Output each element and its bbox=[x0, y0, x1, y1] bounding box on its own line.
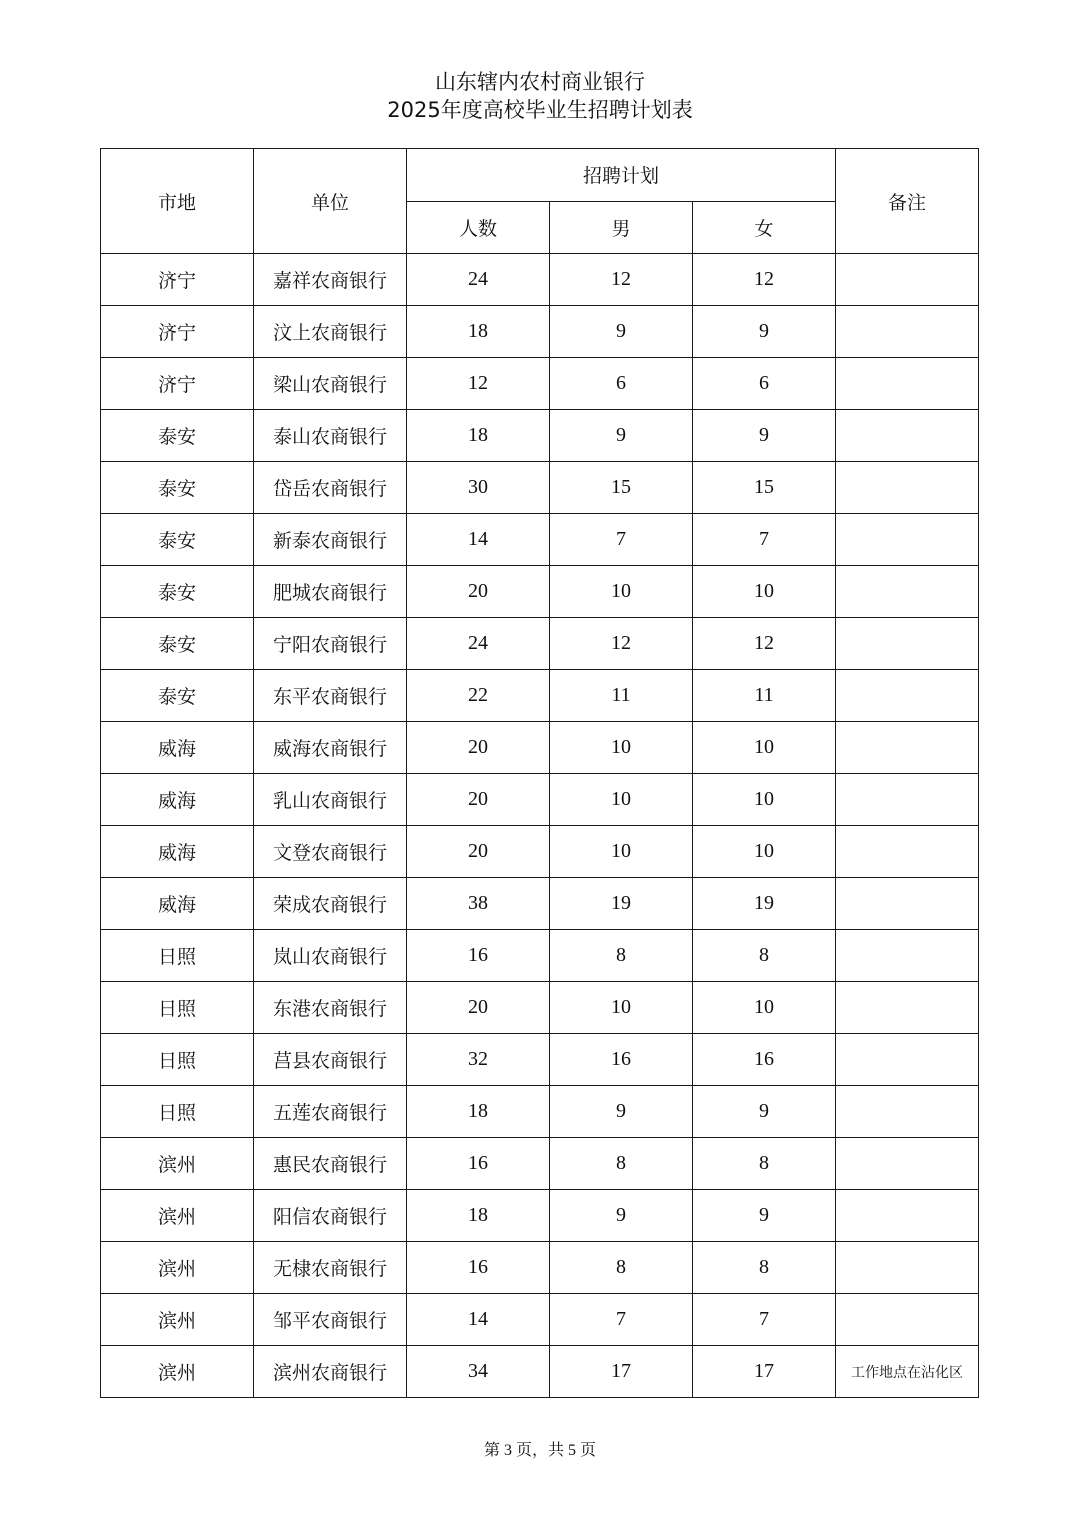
cell-male: 17 bbox=[550, 1346, 693, 1398]
cell-city: 泰安 bbox=[101, 670, 254, 722]
cell-city: 泰安 bbox=[101, 514, 254, 566]
cell-unit: 岚山农商银行 bbox=[254, 930, 407, 982]
cell-total: 18 bbox=[407, 1086, 550, 1138]
cell-unit: 嘉祥农商银行 bbox=[254, 254, 407, 306]
cell-female: 8 bbox=[693, 930, 836, 982]
cell-male: 10 bbox=[550, 566, 693, 618]
cell-note bbox=[836, 618, 979, 670]
cell-city: 滨州 bbox=[101, 1138, 254, 1190]
table-row bbox=[101, 774, 979, 826]
cell-city: 泰安 bbox=[101, 410, 254, 462]
cell-female: 19 bbox=[693, 878, 836, 930]
cell-female: 12 bbox=[693, 618, 836, 670]
cell-total: 18 bbox=[407, 1190, 550, 1242]
cell-female: 10 bbox=[693, 826, 836, 878]
cell-note: 工作地点在沾化区 bbox=[836, 1346, 979, 1398]
cell-city: 威海 bbox=[101, 878, 254, 930]
cell-city: 威海 bbox=[101, 826, 254, 878]
table-row bbox=[101, 722, 979, 774]
cell-male: 10 bbox=[550, 774, 693, 826]
cell-male: 10 bbox=[550, 826, 693, 878]
cell-total: 20 bbox=[407, 722, 550, 774]
cell-female: 8 bbox=[693, 1242, 836, 1294]
cell-male: 19 bbox=[550, 878, 693, 930]
cell-unit: 东平农商银行 bbox=[254, 670, 407, 722]
cell-city: 泰安 bbox=[101, 462, 254, 514]
cell-unit: 汶上农商银行 bbox=[254, 306, 407, 358]
table-row bbox=[101, 670, 979, 722]
cell-female: 10 bbox=[693, 722, 836, 774]
cell-unit: 威海农商银行 bbox=[254, 722, 407, 774]
cell-female: 15 bbox=[693, 462, 836, 514]
cell-total: 20 bbox=[407, 774, 550, 826]
cell-male: 6 bbox=[550, 358, 693, 410]
table-row bbox=[101, 930, 979, 982]
cell-note bbox=[836, 1190, 979, 1242]
cell-female: 9 bbox=[693, 306, 836, 358]
cell-note bbox=[836, 358, 979, 410]
document-subtitle: 2025年度高校毕业生招聘计划表 bbox=[387, 98, 693, 122]
cell-male: 9 bbox=[550, 1086, 693, 1138]
table-row bbox=[101, 462, 979, 514]
cell-note bbox=[836, 514, 979, 566]
cell-male: 8 bbox=[550, 1138, 693, 1190]
cell-unit: 梁山农商银行 bbox=[254, 358, 407, 410]
table-row bbox=[101, 254, 979, 306]
cell-unit: 东港农商银行 bbox=[254, 982, 407, 1034]
cell-note bbox=[836, 1034, 979, 1086]
cell-male: 7 bbox=[550, 514, 693, 566]
cell-total: 20 bbox=[407, 566, 550, 618]
table-row bbox=[101, 1294, 979, 1346]
cell-male: 11 bbox=[550, 670, 693, 722]
cell-unit: 肥城农商银行 bbox=[254, 566, 407, 618]
cell-male: 12 bbox=[550, 618, 693, 670]
cell-total: 18 bbox=[407, 410, 550, 462]
cell-male: 10 bbox=[550, 722, 693, 774]
cell-total: 32 bbox=[407, 1034, 550, 1086]
cell-total: 38 bbox=[407, 878, 550, 930]
cell-city: 泰安 bbox=[101, 566, 254, 618]
cell-male: 16 bbox=[550, 1034, 693, 1086]
cell-note bbox=[836, 1086, 979, 1138]
cell-male: 12 bbox=[550, 254, 693, 306]
cell-city: 滨州 bbox=[101, 1346, 254, 1398]
cell-female: 7 bbox=[693, 514, 836, 566]
cell-total: 30 bbox=[407, 462, 550, 514]
cell-male: 9 bbox=[550, 410, 693, 462]
cell-female: 11 bbox=[693, 670, 836, 722]
cell-male: 9 bbox=[550, 1190, 693, 1242]
cell-total: 14 bbox=[407, 514, 550, 566]
cell-note bbox=[836, 1242, 979, 1294]
table-row bbox=[101, 1346, 979, 1398]
table-row bbox=[101, 306, 979, 358]
cell-total: 12 bbox=[407, 358, 550, 410]
cell-note bbox=[836, 410, 979, 462]
table-row bbox=[101, 618, 979, 670]
cell-male: 8 bbox=[550, 1242, 693, 1294]
cell-female: 17 bbox=[693, 1346, 836, 1398]
header-total: 人数 bbox=[407, 201, 550, 254]
cell-unit: 五莲农商银行 bbox=[254, 1086, 407, 1138]
cell-city: 泰安 bbox=[101, 618, 254, 670]
cell-city: 济宁 bbox=[101, 306, 254, 358]
cell-unit: 泰山农商银行 bbox=[254, 410, 407, 462]
page-footer: 第 3 页，共 5 页 bbox=[483, 1442, 596, 1459]
cell-city: 威海 bbox=[101, 774, 254, 826]
cell-total: 34 bbox=[407, 1346, 550, 1398]
cell-male: 15 bbox=[550, 462, 693, 514]
header-female: 女 bbox=[693, 201, 836, 254]
table-row bbox=[101, 982, 979, 1034]
cell-unit: 乳山农商银行 bbox=[254, 774, 407, 826]
table-row bbox=[101, 1190, 979, 1242]
cell-note bbox=[836, 878, 979, 930]
cell-male: 10 bbox=[550, 982, 693, 1034]
cell-total: 22 bbox=[407, 670, 550, 722]
cell-unit: 无棣农商银行 bbox=[254, 1242, 407, 1294]
cell-unit: 文登农商银行 bbox=[254, 826, 407, 878]
cell-city: 滨州 bbox=[101, 1294, 254, 1346]
cell-note bbox=[836, 1138, 979, 1190]
cell-city: 威海 bbox=[101, 722, 254, 774]
cell-unit: 邹平农商银行 bbox=[254, 1294, 407, 1346]
table-body bbox=[101, 254, 979, 1398]
table-row bbox=[101, 514, 979, 566]
cell-total: 16 bbox=[407, 1242, 550, 1294]
header-note: 备注 bbox=[836, 149, 979, 254]
cell-total: 16 bbox=[407, 930, 550, 982]
cell-note bbox=[836, 982, 979, 1034]
cell-male: 8 bbox=[550, 930, 693, 982]
cell-female: 7 bbox=[693, 1294, 836, 1346]
document-title: 山东辖内农村商业银行 bbox=[435, 70, 645, 94]
cell-city: 日照 bbox=[101, 930, 254, 982]
cell-male: 7 bbox=[550, 1294, 693, 1346]
cell-female: 9 bbox=[693, 1086, 836, 1138]
cell-female: 12 bbox=[693, 254, 836, 306]
cell-female: 6 bbox=[693, 358, 836, 410]
header-plan: 招聘计划 bbox=[407, 149, 836, 202]
cell-note bbox=[836, 670, 979, 722]
cell-note bbox=[836, 826, 979, 878]
table-row bbox=[101, 826, 979, 878]
cell-total: 18 bbox=[407, 306, 550, 358]
table-row bbox=[101, 410, 979, 462]
cell-total: 24 bbox=[407, 254, 550, 306]
table-row bbox=[101, 1034, 979, 1086]
table-row bbox=[101, 1086, 979, 1138]
cell-note bbox=[836, 254, 979, 306]
cell-female: 16 bbox=[693, 1034, 836, 1086]
table-row bbox=[101, 1138, 979, 1190]
cell-city: 济宁 bbox=[101, 254, 254, 306]
cell-note bbox=[836, 722, 979, 774]
cell-note bbox=[836, 1294, 979, 1346]
cell-total: 20 bbox=[407, 826, 550, 878]
cell-note bbox=[836, 462, 979, 514]
cell-note bbox=[836, 774, 979, 826]
cell-total: 20 bbox=[407, 982, 550, 1034]
cell-total: 16 bbox=[407, 1138, 550, 1190]
cell-city: 滨州 bbox=[101, 1242, 254, 1294]
table-row bbox=[101, 878, 979, 930]
cell-unit: 岱岳农商银行 bbox=[254, 462, 407, 514]
table-row bbox=[101, 566, 979, 618]
cell-city: 日照 bbox=[101, 1086, 254, 1138]
cell-female: 9 bbox=[693, 1190, 836, 1242]
cell-unit: 宁阳农商银行 bbox=[254, 618, 407, 670]
cell-note bbox=[836, 930, 979, 982]
cell-unit: 荣成农商银行 bbox=[254, 878, 407, 930]
table-row bbox=[101, 358, 979, 410]
cell-unit: 新泰农商银行 bbox=[254, 514, 407, 566]
cell-note bbox=[836, 306, 979, 358]
cell-total: 24 bbox=[407, 618, 550, 670]
cell-unit: 惠民农商银行 bbox=[254, 1138, 407, 1190]
cell-female: 9 bbox=[693, 410, 836, 462]
cell-city: 日照 bbox=[101, 1034, 254, 1086]
cell-city: 济宁 bbox=[101, 358, 254, 410]
cell-unit: 滨州农商银行 bbox=[254, 1346, 407, 1398]
cell-female: 10 bbox=[693, 982, 836, 1034]
cell-total: 14 bbox=[407, 1294, 550, 1346]
cell-unit: 阳信农商银行 bbox=[254, 1190, 407, 1242]
cell-female: 8 bbox=[693, 1138, 836, 1190]
header-unit: 单位 bbox=[254, 149, 407, 254]
cell-city: 日照 bbox=[101, 982, 254, 1034]
cell-unit: 莒县农商银行 bbox=[254, 1034, 407, 1086]
cell-female: 10 bbox=[693, 566, 836, 618]
table-row bbox=[101, 1242, 979, 1294]
recruitment-plan-table bbox=[100, 148, 979, 1398]
header-male: 男 bbox=[550, 201, 693, 254]
cell-note bbox=[836, 566, 979, 618]
cell-male: 9 bbox=[550, 306, 693, 358]
cell-city: 滨州 bbox=[101, 1190, 254, 1242]
header-city: 市地 bbox=[101, 149, 254, 254]
cell-female: 10 bbox=[693, 774, 836, 826]
